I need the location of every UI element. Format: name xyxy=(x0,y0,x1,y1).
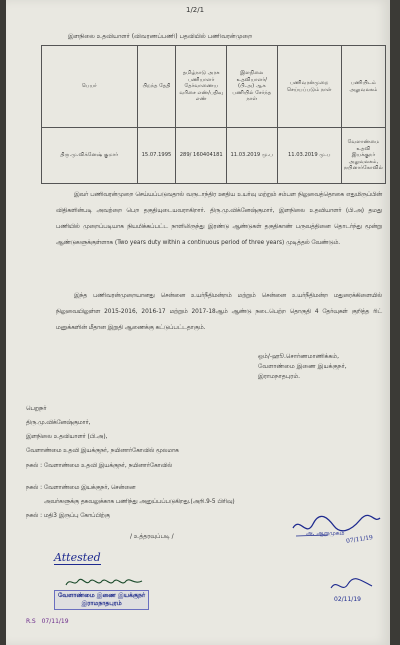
table-row xyxy=(42,128,386,184)
header-reg-no: தமிழ்நாடு அரசு பணியாளர் தேர்வாணைய வரிசை எண்/பதிவு எண் xyxy=(176,46,227,128)
initial-scribble-icon xyxy=(328,574,376,598)
signature-right-date: 07/11/19 xyxy=(345,534,374,545)
cell-dob: 15.07.1995 xyxy=(137,128,176,184)
header-regular-date: பணிவரன்முறை செய்யப்படும் நாள் xyxy=(277,46,341,128)
recipient-line: இளநிலை உதவியாளர் (பி.அ), xyxy=(26,434,108,440)
initial-left xyxy=(26,618,69,625)
header-dob: பிறந்த தேதி xyxy=(137,46,176,128)
copy-line: நகல் : வேளாண்மை இயக்குநர், சென்னை xyxy=(26,485,136,491)
paragraph-increment: இவர் பணிவரன்முறை செய்யப்படுவதால் வருடாந்திர ஊதிய உயர்வு மற்றும் சம்பள நிலுவைத்தொகை எதுமிருப்பின் விதிகளின்படி அவற்றை பெற தகுதியுடையவராகிறார். திரு.மு.விக்னேஷ்குமார், இளநிலை உதவியாளர் (பி.அ) தமது பணியில் முறைப்படியாக நியமிக்கப்பட்ட நாளிலிருந்து இரண்டு ஆண்டுகள் தகுதிகாண் பருவத்தினை தொடர்ந்து மூன்று ஆண்டுகளுக்குள்ளாக (Two years duty within a continuous period of three years) முடித்தல் வேண்டும். xyxy=(56,192,382,246)
signatory-name: ஒம்/-ஹூ.சொர்ணமாணிக்கம், xyxy=(258,353,340,360)
signatory-block xyxy=(258,352,383,382)
cell-name: திரு.மு.விக்னேஷ் குமார் xyxy=(42,128,138,184)
signature-right xyxy=(288,508,383,548)
cell-regular-date: 11.03.2019 மு.ப xyxy=(277,128,341,184)
paragraph-court-condition: இந்த பணிவரன்முறையானது சென்னை உயர்நீதிமன்றம் மற்றும் சென்னை உயர்நீதிமன்ற மதுரைக்கிளையில் நிலுவையிலுள்ள 2015-2016, 2016-17 மற்றும் 2017-18ஆம் ஆண்டு நடைபெற்ற தொகுதி 4 தேர்வுகள் குறித்த ரிட் மனுக்களின் மீதான இறுதி ஆணைக்கு கட்டுப்பட்டதாகும். xyxy=(56,293,382,331)
recipient-line: திரு.மு.விக்னேஷ்குமார், xyxy=(26,420,91,426)
recipient-label: பெறுநர் xyxy=(26,406,47,412)
copy-line: நகல் : மதி3 இருப்பு கோப்பிற்கு xyxy=(26,513,110,519)
recipient-line: வேளாண்மை உதவி இயக்குநர், நயினார்கோவில் மூலமாக xyxy=(26,448,179,454)
order-note: / உத்தரவுப்படி / xyxy=(130,533,174,540)
signature-right-name: அ. ஆறுமுகம் xyxy=(306,530,345,537)
office-stamp xyxy=(54,590,149,610)
header-office: பணியிடம் அலுவலகம் xyxy=(341,46,385,128)
initial-right xyxy=(328,574,376,614)
initial-right-date: 02/11/19 xyxy=(334,596,361,603)
stamp-line-place: இராமநாதபுரம் xyxy=(81,600,122,607)
attested-note: Attested xyxy=(54,551,101,564)
initial-left-sign: R.S xyxy=(26,618,36,625)
signature-loops-icon xyxy=(64,575,144,589)
regularisation-table xyxy=(41,45,386,184)
page-number: 1/2/1 xyxy=(186,6,205,14)
signatory-designation: வேளாண்மை இணை இயக்குநர், xyxy=(258,363,347,370)
initial-left-date: 07/11/19 xyxy=(41,618,69,625)
signatory-place: இராமநாதபுரம். xyxy=(258,373,301,380)
cell-join-date: 11.03.2019 மு.ப xyxy=(227,128,278,184)
signature-scribble-icon xyxy=(288,508,383,548)
copy-line: அவர்களுக்கு தகவலுக்காக பணிந்து அனுப்பப்படுகிறது.(அறி.9-5 பிரிவு) xyxy=(44,499,235,505)
intro-line: இளநிலை உதவியாளர் (விவரணப்பணி) பதவியில் பணிவரன்முறை xyxy=(68,33,253,40)
recipient-block xyxy=(26,402,326,458)
stamp-line-designation: வேளாண்மை இணை இயக்குநர் xyxy=(58,592,146,599)
cell-office: வேளாண்மை உதவி இயக்குநர் அலுவலகம், நயினார்கோவில் xyxy=(341,128,385,184)
header-join-date: இளநிலை உதவியாளர்/ (பி.அ) ஆக பணியில் சேர்ந்த நாள் xyxy=(227,46,278,128)
document-page xyxy=(6,0,390,645)
cell-reg-no: 289/ 160404181 xyxy=(176,128,227,184)
table-header-row xyxy=(42,46,386,128)
copy-line: நகல் : வேளாண்மை உதவி இயக்குநர், நயினார்கோவில் xyxy=(26,463,173,469)
header-name: பெயர் xyxy=(42,46,138,128)
signature-left xyxy=(64,574,144,588)
